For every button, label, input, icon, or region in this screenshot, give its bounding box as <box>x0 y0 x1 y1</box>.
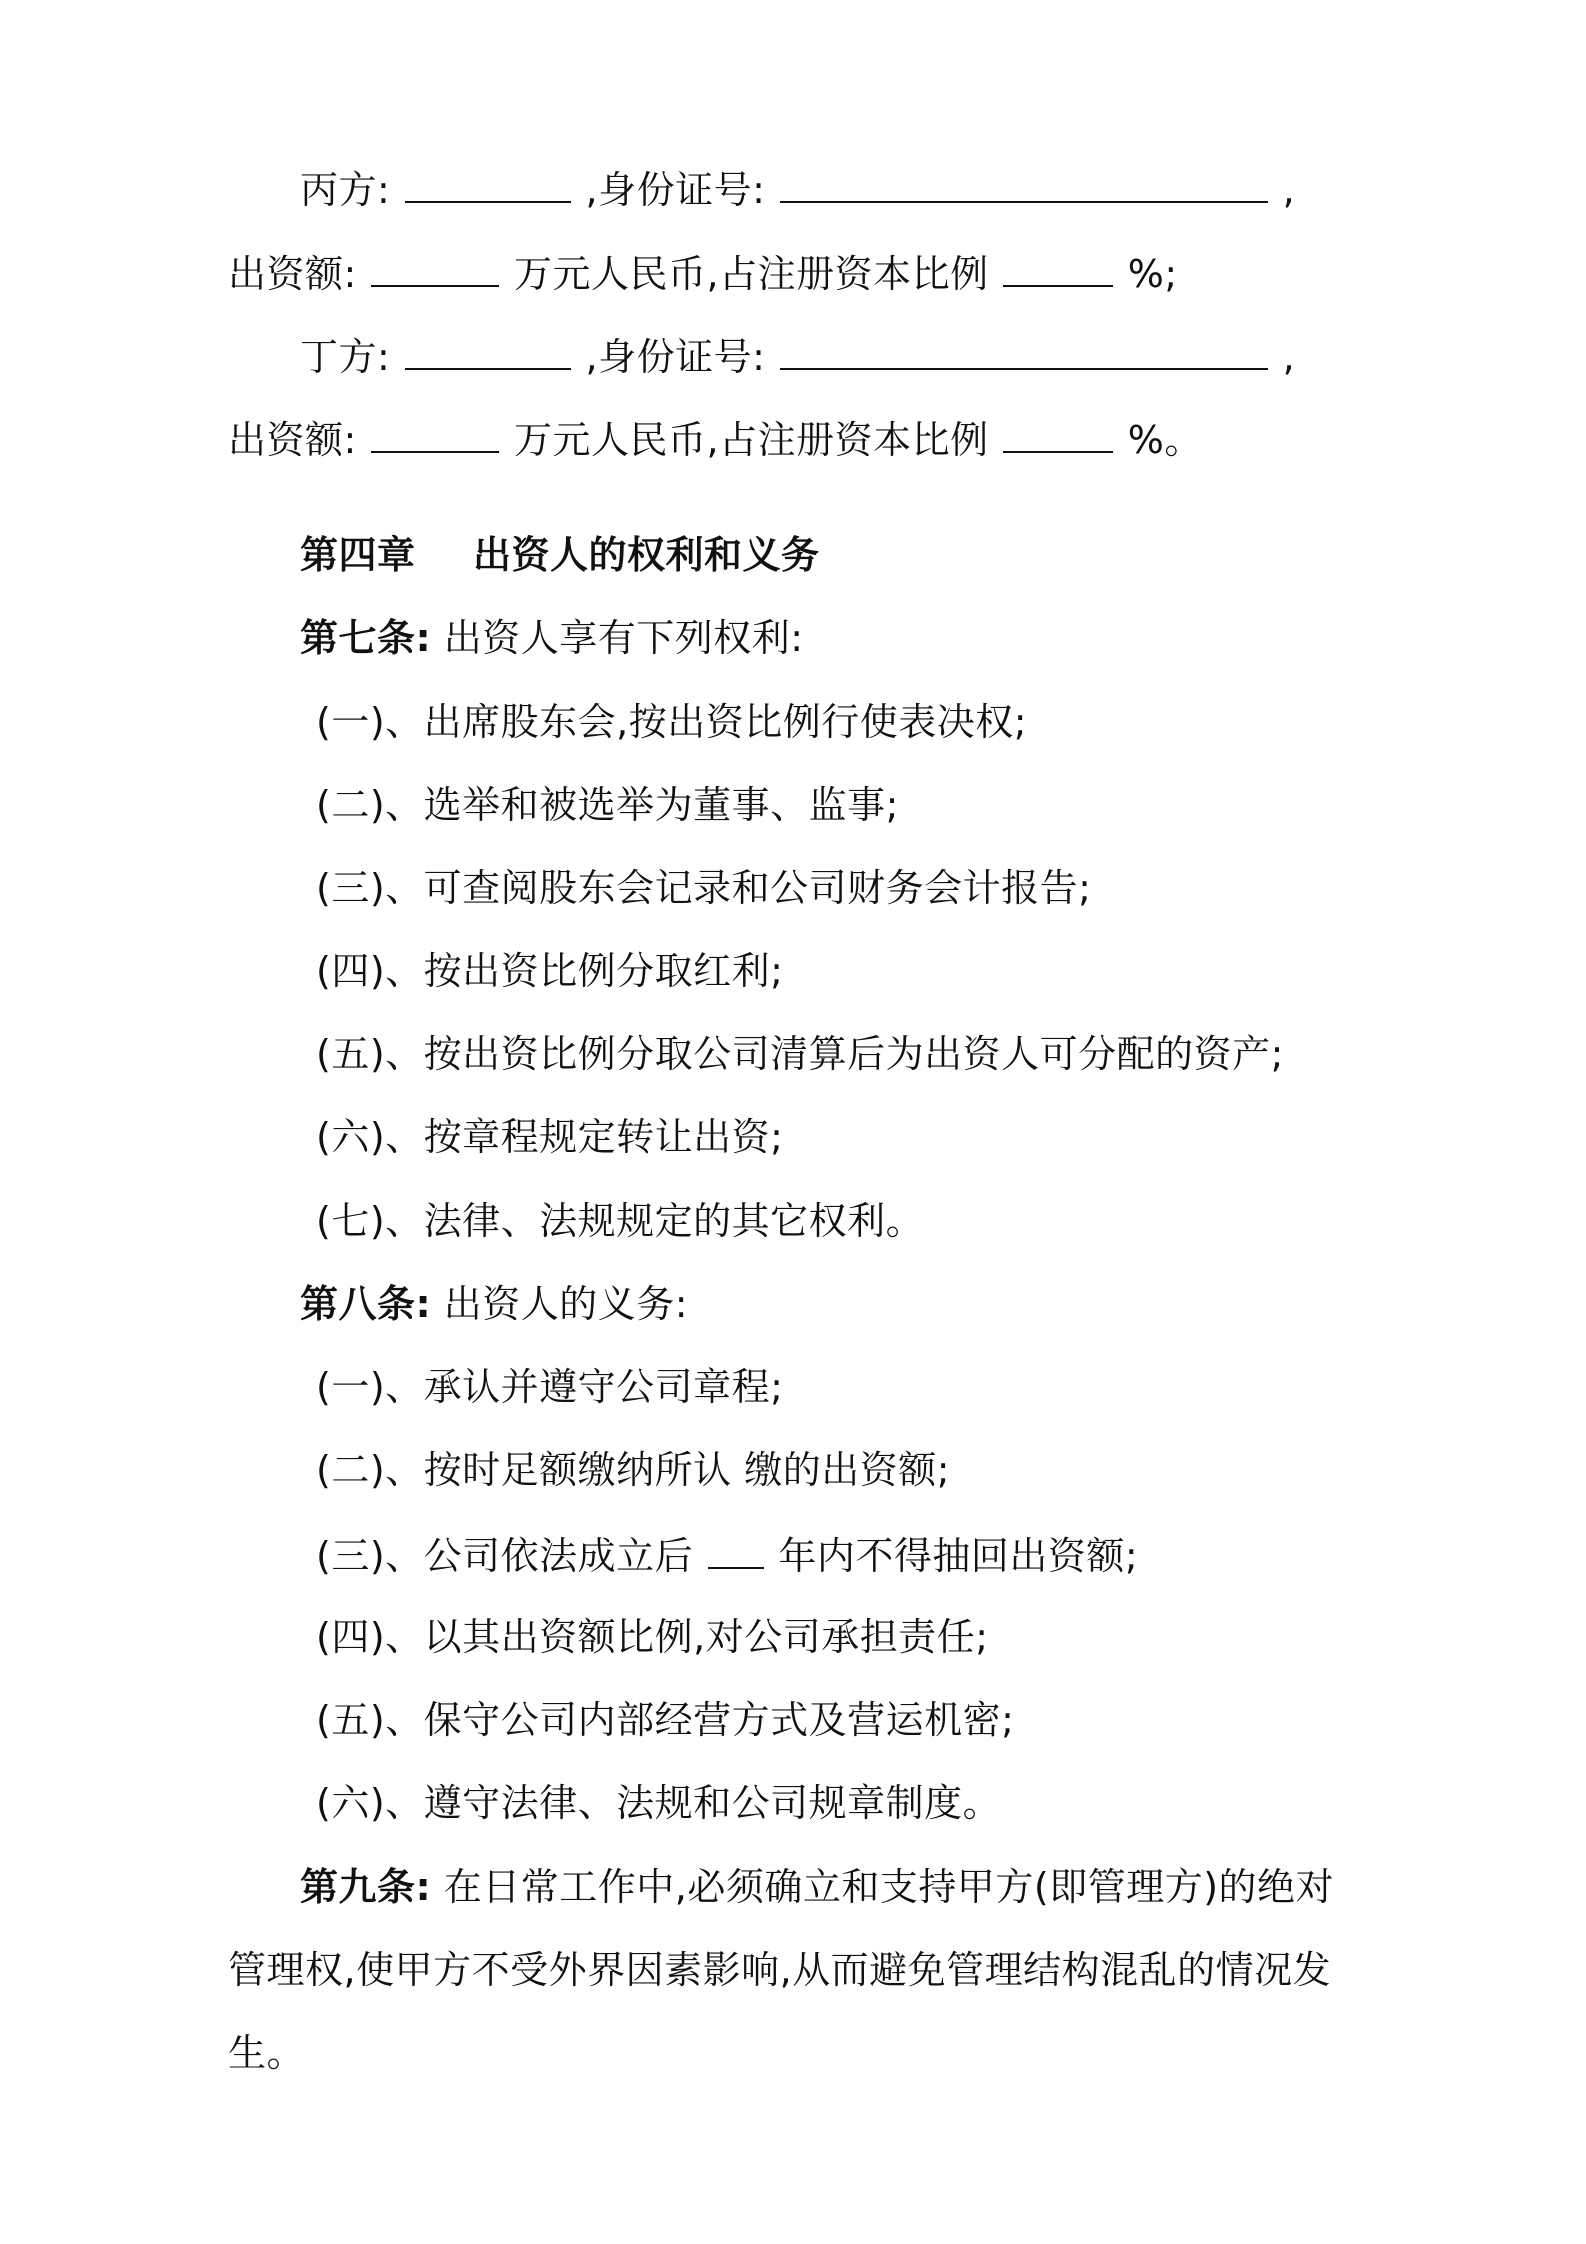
article-9-line-3: 生。 <box>228 2031 306 2075</box>
list-item: (一)、出席股东会,按出资比例行使表决权; <box>316 700 1028 744</box>
list-item: (四)、以其出资额比例,对公司承担责任; <box>316 1615 989 1659</box>
article-text: 出资人享有下列权利: <box>443 616 804 660</box>
end-mark: , <box>1282 168 1296 212</box>
id-number-blank[interactable] <box>780 163 1268 203</box>
list-item: (二)、选举和被选举为董事、监事; <box>316 783 899 827</box>
id-number-label: ,身份证号: <box>585 168 766 212</box>
percent-mark: %; <box>1127 252 1178 296</box>
list-item: (五)、保守公司内部经营方式及营运机密; <box>316 1698 1015 1742</box>
article-label: 第八条: <box>300 1282 432 1326</box>
amount-unit-text: 万元人民币,占注册资本比例 <box>514 418 989 462</box>
amount-label: 出资额: <box>228 418 357 462</box>
amount-blank[interactable] <box>371 413 499 453</box>
party-name-label: 丁方: <box>300 335 391 379</box>
amount-blank[interactable] <box>371 247 499 287</box>
years-blank[interactable] <box>708 1529 764 1569</box>
party-ding-amount-row <box>228 413 1203 463</box>
list-item: (五)、按出资比例分取公司清算后为出资人可分配的资产; <box>316 1032 1284 1076</box>
article-9-line-2: 管理权,使甲方不受外界因素影响,从而避免管理结构混乱的情况发 <box>228 1948 1332 1992</box>
article-label: 第九条: <box>300 1865 432 1909</box>
list-item: (六)、遵守法律、法规和公司规章制度。 <box>316 1781 1002 1825</box>
list-item: (一)、承认并遵守公司章程; <box>316 1365 784 1409</box>
article-9-line-1 <box>300 1862 1334 1912</box>
article-8-heading <box>300 1279 688 1329</box>
chapter-number: 第四章 <box>300 533 416 577</box>
chapter-title: 出资人的权利和义务 <box>472 533 820 577</box>
list-item: (三)、可查阅股东会记录和公司财务会计报告; <box>316 866 1092 910</box>
list-item-suffix: 年内不得抽回出资额; <box>778 1534 1139 1578</box>
end-mark: , <box>1282 335 1296 379</box>
party-name-label: 丙方: <box>300 168 391 212</box>
percent-mark: %。 <box>1127 418 1203 462</box>
article-label: 第七条: <box>300 616 432 660</box>
percent-blank[interactable] <box>1003 247 1113 287</box>
party-name-blank[interactable] <box>405 330 571 370</box>
amount-unit-text: 万元人民币,占注册资本比例 <box>514 252 989 296</box>
party-name-blank[interactable] <box>405 163 571 203</box>
id-number-blank[interactable] <box>780 330 1268 370</box>
list-item: (二)、按时足额缴纳所认 缴的出资额; <box>316 1448 951 1492</box>
list-item: (六)、按章程规定转让出资; <box>316 1115 784 1159</box>
id-number-label: ,身份证号: <box>585 335 766 379</box>
percent-blank[interactable] <box>1003 413 1113 453</box>
article-7-heading <box>300 613 804 663</box>
article-text: 出资人的义务: <box>443 1282 689 1326</box>
amount-label: 出资额: <box>228 252 357 296</box>
chapter-heading <box>300 530 820 580</box>
article-text: 在日常工作中,必须确立和支持甲方(即管理方)的绝对 <box>443 1865 1335 1909</box>
list-item: (七)、法律、法规规定的其它权利。 <box>316 1199 925 1243</box>
party-ding-name-row <box>300 330 1295 380</box>
party-bing-amount-row <box>228 247 1178 297</box>
list-item: (四)、按出资比例分取红利; <box>316 949 784 993</box>
list-item <box>316 1529 1138 1579</box>
list-item-text: (三)、公司依法成立后 <box>316 1534 694 1578</box>
party-bing-name-row <box>300 163 1295 213</box>
